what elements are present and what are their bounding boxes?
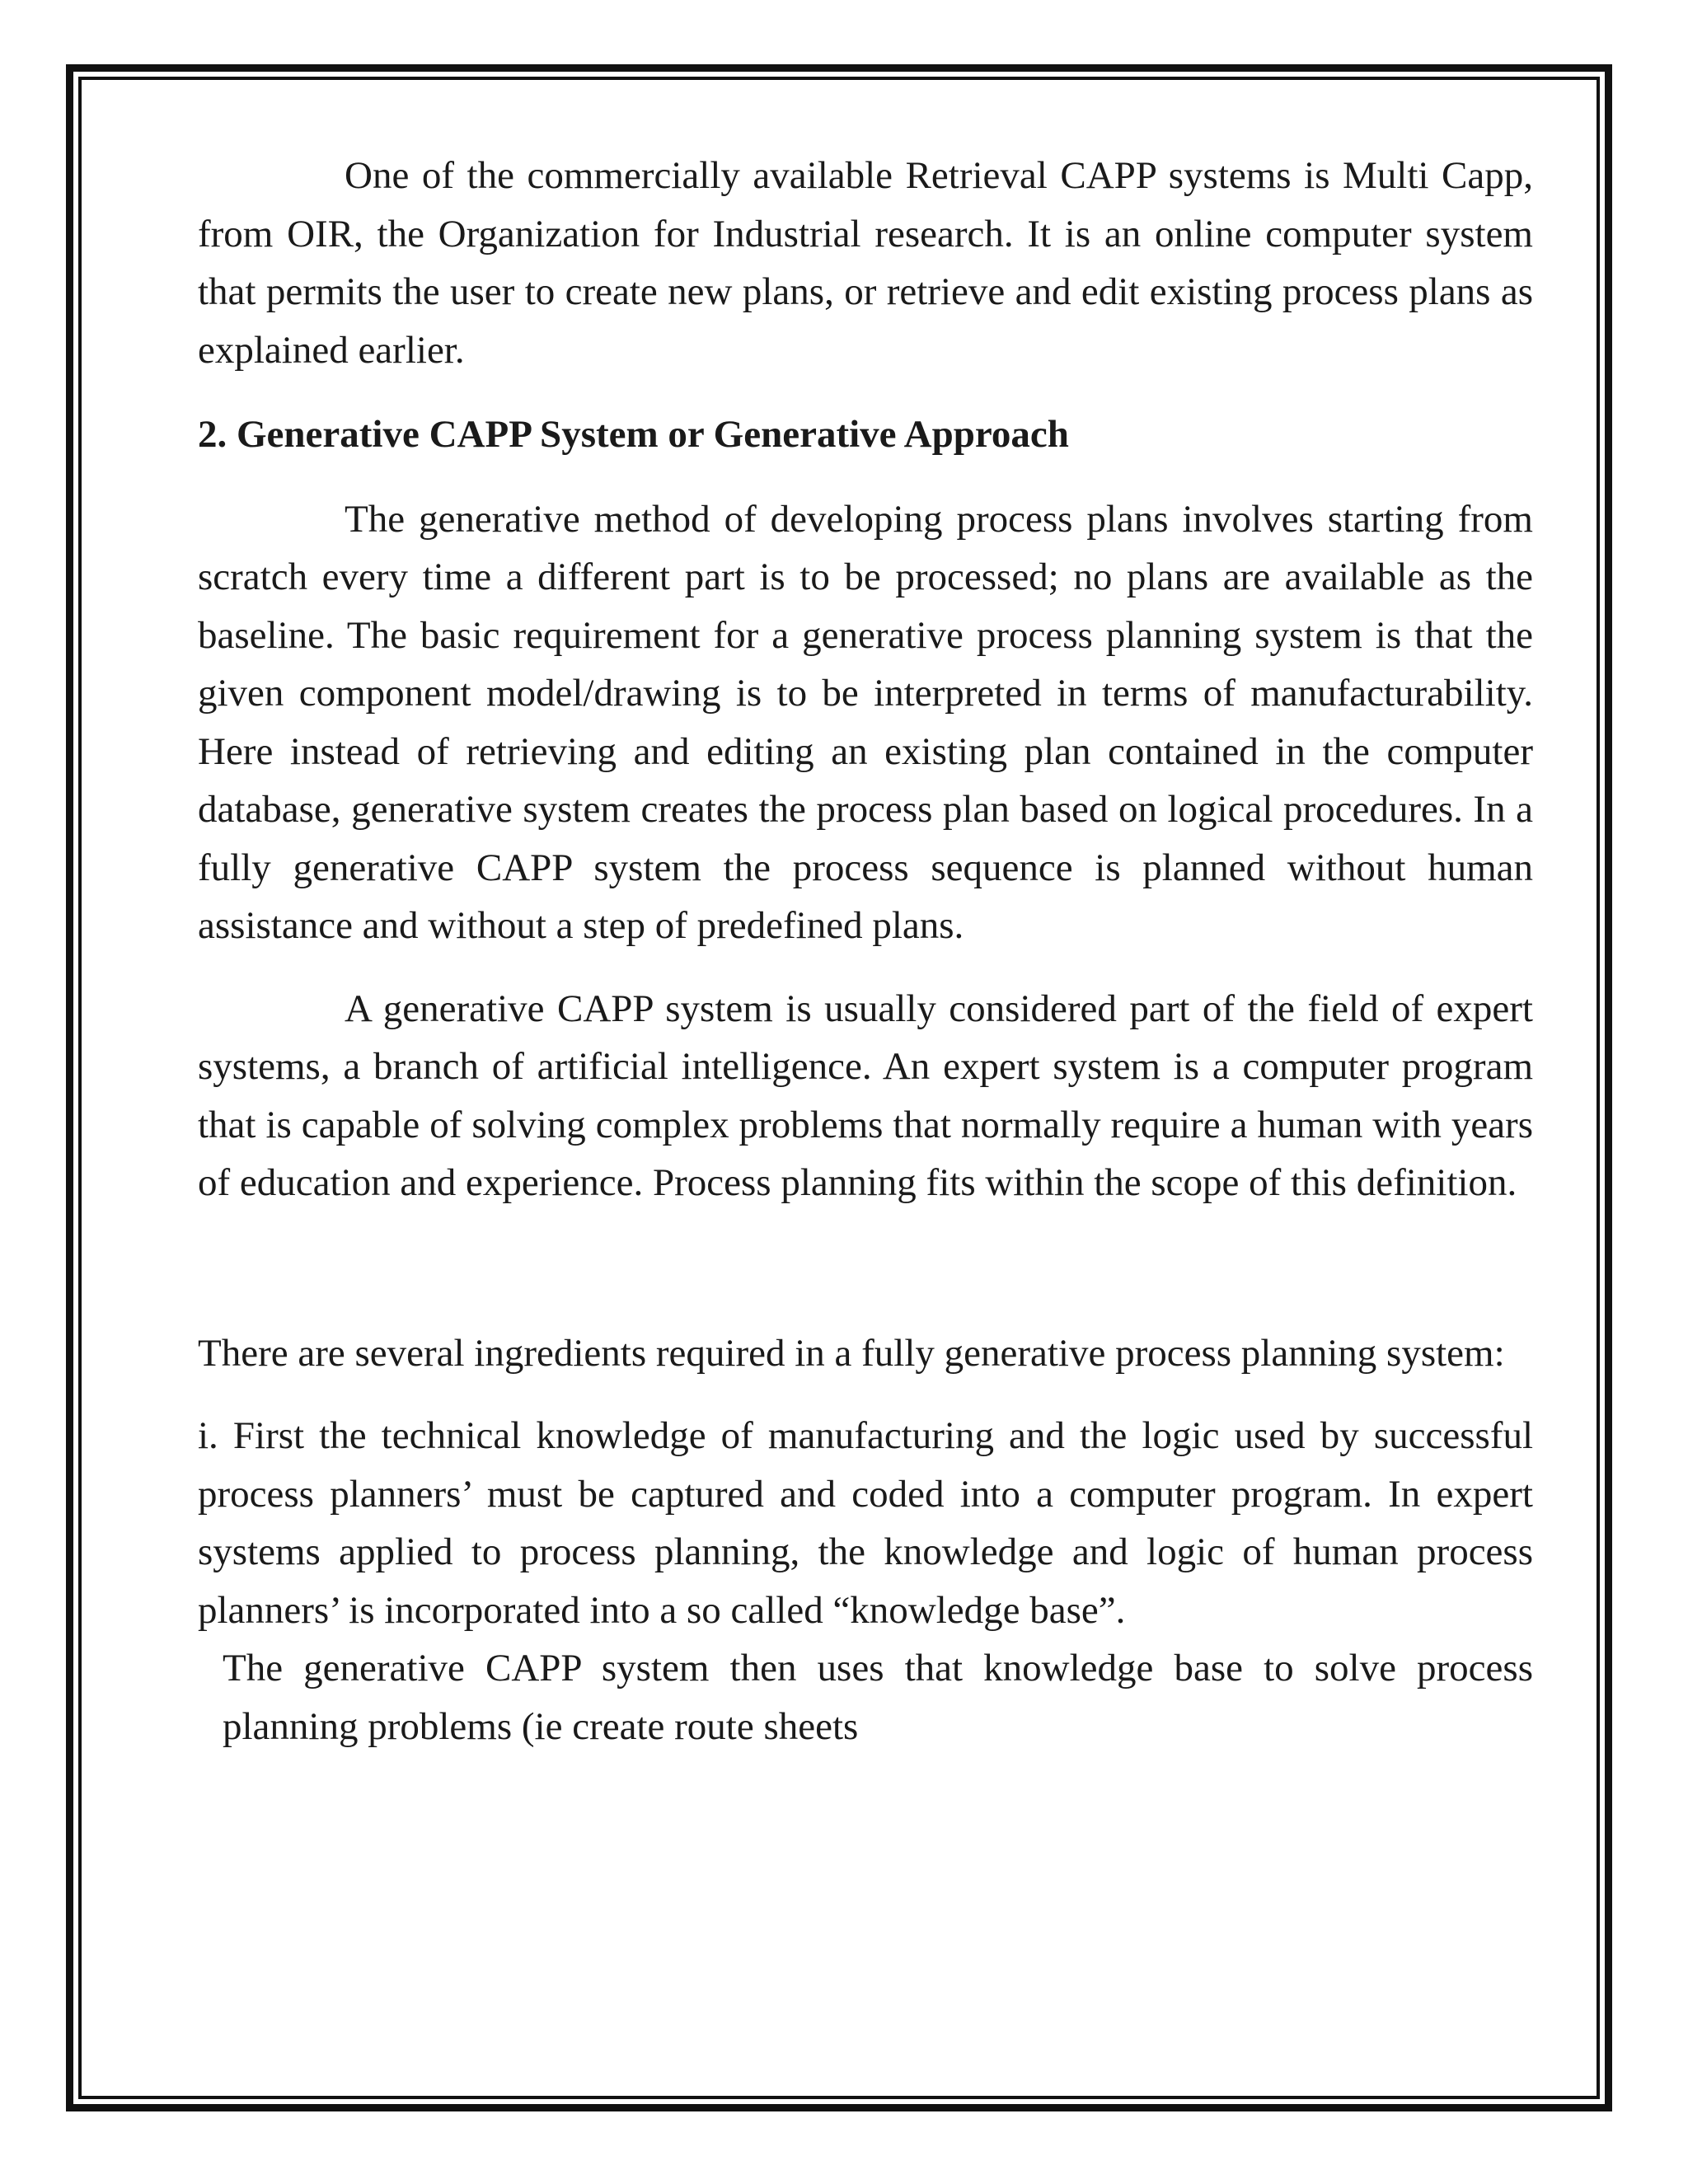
list-item-i: i. First the technical knowledge of manufacturing and the logic used by successful process planners’ must be captured and coded into a computer program. In expert systems applied to process planning, the knowledge and logic of human process planners’ is incorporated into a so called “knowledge base”. [198,1414,1533,1632]
list-item-i-continuation: The generative CAPP system then uses that knowledge base to solve process planning problems (ie create route sheets [223,1647,1533,1748]
section-heading-generative-capp: 2. Generative CAPP System or Generative Approach [198,413,1069,456]
paragraph-retrieval-capp: One of the commercially available Retrieval CAPP systems is Multi Capp, from OIR, the Organization for Industrial research. It is an online computer system that permits the user to create new plans, or retrieve and edit existing process plans as explained earlier. [198,154,1533,372]
paragraph-ingredients: There are several ingredients required in a fully generative process planning system: [198,1331,1505,1375]
document-body [198,147,1533,1755]
paragraph-generative-method: The generative method of developing process plans involves starting from scratch every time a different part is to be processed; no plans are available as the baseline. The basic requirement for a generative process planning system is that the given component model/drawing is to be interpreted in terms of manufacturability. Here instead of retrieving and editing an existing plan contained in the computer database, generative system creates the process plan based on logical procedures. In a fully generative CAPP system the process sequence is planned without human assistance and without a step of predefined plans. [198,497,1533,947]
paragraph-expert-systems: A generative CAPP system is usually considered part of the field of expert systems, a branch of artificial intelligence. An expert system is a computer program that is capable of solving complex problems that normally require a human with years of education and experience. Process planning fits within the scope of this definition. [198,987,1533,1204]
